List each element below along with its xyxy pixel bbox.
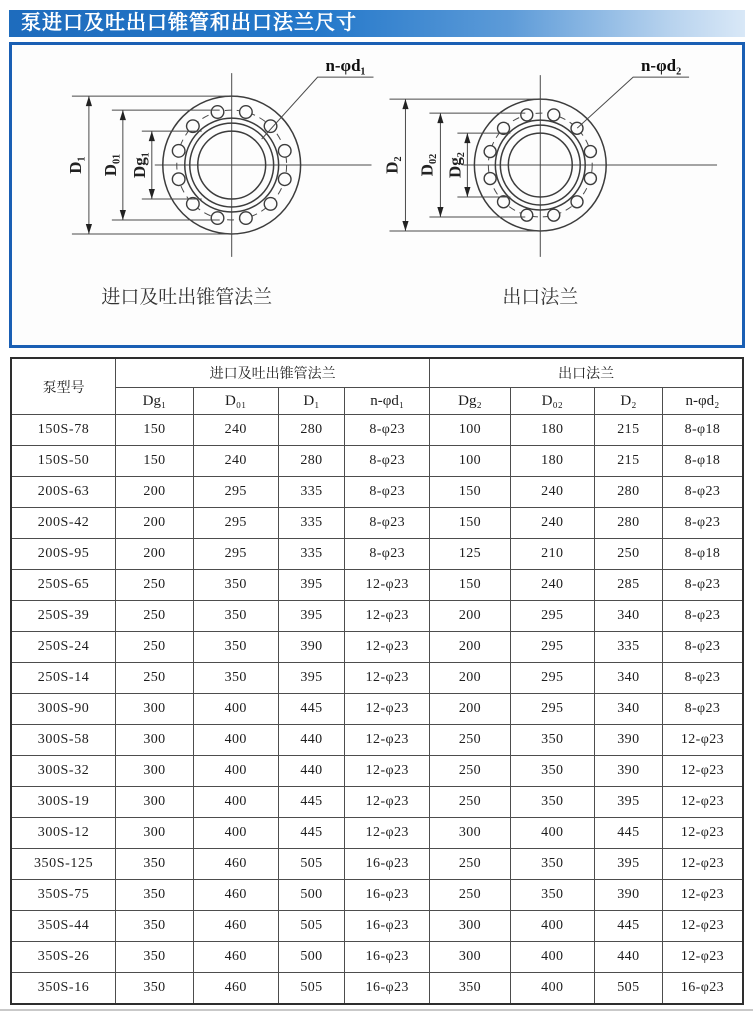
dim-label-d02: D₀₂ xyxy=(417,153,437,177)
col-header-dg2: Dg₂ xyxy=(430,388,511,415)
dimension-arrowhead xyxy=(402,221,408,231)
dimension-cell: 340 xyxy=(594,663,662,694)
bolt-hole xyxy=(264,198,277,211)
bolt-hole xyxy=(240,106,253,119)
dimension-cell: 445 xyxy=(278,787,345,818)
dimension-cell: 395 xyxy=(278,570,345,601)
inlet-flange-caption: 进口及吐出锥管法兰 xyxy=(101,286,273,308)
dimension-cell: 350 xyxy=(116,973,194,1005)
dimension-cell: 200 xyxy=(430,601,511,632)
dimension-cell: 350 xyxy=(510,880,594,911)
dimension-cell: 400 xyxy=(193,756,278,787)
table-row xyxy=(11,973,743,1005)
table-row xyxy=(11,787,743,818)
dimension-cell: 460 xyxy=(193,911,278,942)
dimension-arrowhead xyxy=(120,210,126,220)
table-row xyxy=(11,446,743,477)
dimension-cell: 350 xyxy=(193,570,278,601)
dimension-cell: 350 xyxy=(510,849,594,880)
dimension-cell: 8-φ23 xyxy=(662,694,743,725)
dimension-cell: 400 xyxy=(193,694,278,725)
inlet-flange-drawing xyxy=(66,56,374,308)
pump-model-cell: 300S-90 xyxy=(11,694,116,725)
dimension-cell: 16-φ23 xyxy=(345,849,430,880)
dimension-cell: 280 xyxy=(594,508,662,539)
dimension-cell: 300 xyxy=(116,725,194,756)
dimension-cell: 12-φ23 xyxy=(345,570,430,601)
table-row xyxy=(11,911,743,942)
pump-model-cell: 300S-32 xyxy=(11,756,116,787)
dimension-cell: 335 xyxy=(594,632,662,663)
dim-label-d2: D₂ xyxy=(382,156,402,174)
dimension-cell: 300 xyxy=(430,911,511,942)
dimension-cell: 12-φ23 xyxy=(345,601,430,632)
dimension-cell: 16-φ23 xyxy=(345,880,430,911)
table-row xyxy=(11,539,743,570)
dimension-cell: 240 xyxy=(510,477,594,508)
table-row xyxy=(11,663,743,694)
dimension-cell: 12-φ23 xyxy=(345,632,430,663)
dimension-cell: 445 xyxy=(278,694,345,725)
dimension-cell: 150 xyxy=(116,446,194,477)
pump-model-cell: 200S-95 xyxy=(11,539,116,570)
dimension-cell: 12-φ23 xyxy=(662,942,743,973)
dimension-cell: 200 xyxy=(430,694,511,725)
dimension-cell: 295 xyxy=(193,477,278,508)
dimension-cell: 500 xyxy=(278,880,345,911)
dimension-arrowhead xyxy=(86,96,92,106)
dimension-cell: 8-φ23 xyxy=(662,570,743,601)
dimension-cell: 350 xyxy=(193,663,278,694)
dimension-cell: 8-φ23 xyxy=(345,415,430,446)
dimension-cell: 300 xyxy=(430,942,511,973)
dimension-cell: 440 xyxy=(278,756,345,787)
bolt-hole xyxy=(211,212,224,225)
dimension-cell: 500 xyxy=(278,942,345,973)
bolt-hole xyxy=(584,146,596,158)
table-row xyxy=(11,632,743,663)
dimension-cell: 400 xyxy=(193,725,278,756)
dimension-cell: 340 xyxy=(594,694,662,725)
bolt-hole xyxy=(548,109,560,121)
dimension-cell: 8-φ23 xyxy=(662,632,743,663)
dimension-cell: 445 xyxy=(594,911,662,942)
dimension-cell: 200 xyxy=(116,508,194,539)
pump-model-cell: 350S-44 xyxy=(11,911,116,942)
dimension-cell: 505 xyxy=(278,973,345,1005)
dimension-cell: 240 xyxy=(193,446,278,477)
dimension-cell: 335 xyxy=(278,539,345,570)
pump-model-cell: 300S-58 xyxy=(11,725,116,756)
dimension-cell: 350 xyxy=(116,942,194,973)
bolt-hole xyxy=(484,146,496,158)
dimension-cell: 505 xyxy=(594,973,662,1005)
dimension-cell: 8-φ18 xyxy=(662,415,743,446)
table-row xyxy=(11,818,743,849)
dimension-cell: 12-φ23 xyxy=(662,911,743,942)
dimension-cell: 12-φ23 xyxy=(662,725,743,756)
dimension-cell: 350 xyxy=(510,756,594,787)
table-row xyxy=(11,601,743,632)
dimension-cell: 400 xyxy=(510,818,594,849)
dimension-cell: 300 xyxy=(116,787,194,818)
dimension-cell: 12-φ23 xyxy=(662,756,743,787)
dimension-cell: 440 xyxy=(594,942,662,973)
bolt-hole xyxy=(548,209,560,221)
dimension-cell: 250 xyxy=(116,601,194,632)
dimension-cell: 400 xyxy=(193,787,278,818)
dimension-cell: 250 xyxy=(116,632,194,663)
dimension-cell: 440 xyxy=(278,725,345,756)
bolt-hole xyxy=(278,145,291,158)
bottom-divider xyxy=(0,1009,753,1011)
dimension-cell: 150 xyxy=(430,570,511,601)
dimension-cell: 280 xyxy=(278,415,345,446)
dimension-cell: 350 xyxy=(116,849,194,880)
table-row xyxy=(11,725,743,756)
dimension-cell: 200 xyxy=(430,632,511,663)
bolt-hole xyxy=(278,173,291,186)
dimension-cell: 335 xyxy=(278,508,345,539)
table-row xyxy=(11,756,743,787)
dimension-cell: 295 xyxy=(510,601,594,632)
dimension-cell: 505 xyxy=(278,911,345,942)
dimension-cell: 250 xyxy=(430,725,511,756)
table-row xyxy=(11,942,743,973)
dimension-cell: 295 xyxy=(510,663,594,694)
dimension-cell: 180 xyxy=(510,415,594,446)
dimension-cell: 12-φ23 xyxy=(662,880,743,911)
pump-model-cell: 200S-42 xyxy=(11,508,116,539)
pump-model-cell: 350S-26 xyxy=(11,942,116,973)
table-row xyxy=(11,694,743,725)
dimension-cell: 8-φ23 xyxy=(662,477,743,508)
dimension-arrowhead xyxy=(464,133,470,143)
dimension-cell: 285 xyxy=(594,570,662,601)
dimension-arrowhead xyxy=(149,189,155,199)
table-row xyxy=(11,880,743,911)
outlet-flange-drawing xyxy=(382,56,717,308)
dimension-cell: 210 xyxy=(510,539,594,570)
dimension-cell: 12-φ23 xyxy=(662,849,743,880)
dimension-cell: 100 xyxy=(430,415,511,446)
dim-label-d1: D₁ xyxy=(65,156,85,174)
pump-model-cell: 200S-63 xyxy=(11,477,116,508)
dimension-cell: 150 xyxy=(430,508,511,539)
bolt-count-label-outlet: n-φd₂ xyxy=(641,56,682,76)
flange-dimensions-table xyxy=(10,357,744,1005)
bolt-hole xyxy=(172,173,185,186)
dimension-cell: 16-φ23 xyxy=(345,973,430,1005)
dimension-cell: 295 xyxy=(193,508,278,539)
bolt-hole xyxy=(521,109,533,121)
pump-model-cell: 350S-16 xyxy=(11,973,116,1005)
pump-model-cell: 300S-19 xyxy=(11,787,116,818)
pump-model-cell: 300S-12 xyxy=(11,818,116,849)
dimension-cell: 505 xyxy=(278,849,345,880)
outlet-flange-caption: 出口法兰 xyxy=(502,286,579,308)
dimension-cell: 350 xyxy=(193,632,278,663)
dimension-cell: 390 xyxy=(594,880,662,911)
flange-diagrams-svg xyxy=(12,45,742,345)
dimension-cell: 215 xyxy=(594,446,662,477)
dimension-cell: 460 xyxy=(193,942,278,973)
dimension-cell: 180 xyxy=(510,446,594,477)
pump-model-cell: 250S-65 xyxy=(11,570,116,601)
dimension-cell: 395 xyxy=(278,663,345,694)
dimension-cell: 460 xyxy=(193,973,278,1005)
dim-label-dg1: Dg₁ xyxy=(129,152,149,178)
flange-diagram-panel xyxy=(9,42,745,348)
dimension-cell: 350 xyxy=(510,787,594,818)
dim-label-d01: D₀₁ xyxy=(100,153,120,177)
dimension-cell: 12-φ23 xyxy=(345,694,430,725)
dim-label-dg2: Dg₂ xyxy=(445,152,465,178)
dimension-cell: 200 xyxy=(430,663,511,694)
dimension-cell: 12-φ23 xyxy=(345,818,430,849)
dimension-cell: 240 xyxy=(510,508,594,539)
dimension-cell: 12-φ23 xyxy=(345,725,430,756)
dimension-cell: 400 xyxy=(510,942,594,973)
table-row xyxy=(11,570,743,601)
dimension-cell: 12-φ23 xyxy=(345,787,430,818)
dimension-cell: 445 xyxy=(278,818,345,849)
dimension-arrowhead xyxy=(437,113,443,123)
table-body xyxy=(11,415,743,1005)
dimension-cell: 445 xyxy=(594,818,662,849)
dimension-cell: 280 xyxy=(594,477,662,508)
dimension-cell: 350 xyxy=(193,601,278,632)
dimension-cell: 16-φ23 xyxy=(662,973,743,1005)
dimension-cell: 400 xyxy=(193,818,278,849)
dimension-cell: 300 xyxy=(116,694,194,725)
dimension-cell: 8-φ23 xyxy=(345,508,430,539)
dimension-cell: 295 xyxy=(510,632,594,663)
dimension-cell: 400 xyxy=(510,973,594,1005)
bolt-hole xyxy=(240,212,253,225)
inlet-group-header: 进口及吐出锥管法兰 xyxy=(116,358,430,388)
dimension-cell: 390 xyxy=(594,756,662,787)
dimension-cell: 390 xyxy=(278,632,345,663)
dimension-cell: 240 xyxy=(193,415,278,446)
dimension-cell: 12-φ23 xyxy=(662,818,743,849)
pump-model-cell: 150S-50 xyxy=(11,446,116,477)
pump-model-header: 泵型号 xyxy=(11,358,116,415)
dimension-cell: 200 xyxy=(116,539,194,570)
dimension-cell: 16-φ23 xyxy=(345,942,430,973)
table-row xyxy=(11,477,743,508)
dimension-cell: 8-φ23 xyxy=(345,446,430,477)
col-header-dg1: Dg₁ xyxy=(116,388,194,415)
bolt-hole xyxy=(264,120,277,133)
col-header-nd2: n-φd₂ xyxy=(662,388,743,415)
dimension-cell: 395 xyxy=(594,787,662,818)
dimension-arrowhead xyxy=(86,224,92,234)
dimension-cell: 300 xyxy=(116,756,194,787)
bolt-hole xyxy=(584,173,596,185)
dimension-cell: 8-φ23 xyxy=(345,477,430,508)
dimension-cell: 295 xyxy=(510,694,594,725)
pump-model-cell: 350S-75 xyxy=(11,880,116,911)
dimension-cell: 16-φ23 xyxy=(345,911,430,942)
dimension-cell: 335 xyxy=(278,477,345,508)
dimension-cell: 12-φ23 xyxy=(345,756,430,787)
bolt-hole xyxy=(172,145,185,158)
dimension-cell: 8-φ23 xyxy=(662,508,743,539)
bolt-hole xyxy=(484,173,496,185)
page-title: 泵进口及吐出口锥管和出口法兰尺寸 xyxy=(9,10,745,37)
dimension-cell: 240 xyxy=(510,570,594,601)
dimension-cell: 8-φ23 xyxy=(662,663,743,694)
pump-model-cell: 250S-14 xyxy=(11,663,116,694)
dimension-cell: 250 xyxy=(430,787,511,818)
dimension-arrowhead xyxy=(402,99,408,109)
bolt-hole xyxy=(521,209,533,221)
dimension-cell: 350 xyxy=(510,725,594,756)
dimension-cell: 200 xyxy=(116,477,194,508)
dimension-arrowhead xyxy=(437,207,443,217)
dimension-cell: 250 xyxy=(116,663,194,694)
dimension-cell: 8-φ18 xyxy=(662,539,743,570)
dimension-cell: 100 xyxy=(430,446,511,477)
pump-model-cell: 150S-78 xyxy=(11,415,116,446)
dimension-cell: 250 xyxy=(430,756,511,787)
table-row xyxy=(11,415,743,446)
dimension-cell: 150 xyxy=(116,415,194,446)
col-header-nd1: n-φd₁ xyxy=(345,388,430,415)
dimension-cell: 300 xyxy=(116,818,194,849)
dimension-arrowhead xyxy=(120,110,126,120)
pump-model-cell: 250S-24 xyxy=(11,632,116,663)
bolt-hole xyxy=(498,196,510,208)
dimension-cell: 395 xyxy=(278,601,345,632)
dimension-cell: 350 xyxy=(116,880,194,911)
col-header-d2: D₂ xyxy=(594,388,662,415)
outlet-group-header: 出口法兰 xyxy=(430,358,743,388)
dimension-cell: 350 xyxy=(430,973,511,1005)
dimension-cell: 400 xyxy=(510,911,594,942)
dimension-cell: 460 xyxy=(193,880,278,911)
bolt-count-label-inlet: n-φd₁ xyxy=(325,56,366,76)
dimension-cell: 460 xyxy=(193,849,278,880)
dimension-cell: 8-φ18 xyxy=(662,446,743,477)
col-header-d01: D₀₁ xyxy=(193,388,278,415)
dimension-cell: 250 xyxy=(430,849,511,880)
pump-model-cell: 350S-125 xyxy=(11,849,116,880)
dimension-cell: 340 xyxy=(594,601,662,632)
dimension-cell: 8-φ23 xyxy=(662,601,743,632)
dimension-cell: 215 xyxy=(594,415,662,446)
dimension-cell: 300 xyxy=(430,818,511,849)
dimension-cell: 395 xyxy=(594,849,662,880)
dimension-cell: 350 xyxy=(116,911,194,942)
bolt-hole xyxy=(211,106,224,119)
dimension-cell: 12-φ23 xyxy=(662,787,743,818)
dimension-cell: 8-φ23 xyxy=(345,539,430,570)
dimension-cell: 280 xyxy=(278,446,345,477)
table-row xyxy=(11,508,743,539)
dimension-cell: 125 xyxy=(430,539,511,570)
col-header-d1: D₁ xyxy=(278,388,345,415)
col-header-d02: D₀₂ xyxy=(510,388,594,415)
dimension-cell: 250 xyxy=(594,539,662,570)
dimension-cell: 150 xyxy=(430,477,511,508)
bolt-hole xyxy=(498,122,510,134)
bolt-hole xyxy=(571,196,583,208)
dimension-cell: 295 xyxy=(193,539,278,570)
dimension-arrowhead xyxy=(149,131,155,141)
dimension-cell: 12-φ23 xyxy=(345,663,430,694)
pump-model-cell: 250S-39 xyxy=(11,601,116,632)
dimension-cell: 390 xyxy=(594,725,662,756)
dimension-cell: 250 xyxy=(116,570,194,601)
table-row xyxy=(11,849,743,880)
dimension-cell: 250 xyxy=(430,880,511,911)
dimension-arrowhead xyxy=(464,187,470,197)
